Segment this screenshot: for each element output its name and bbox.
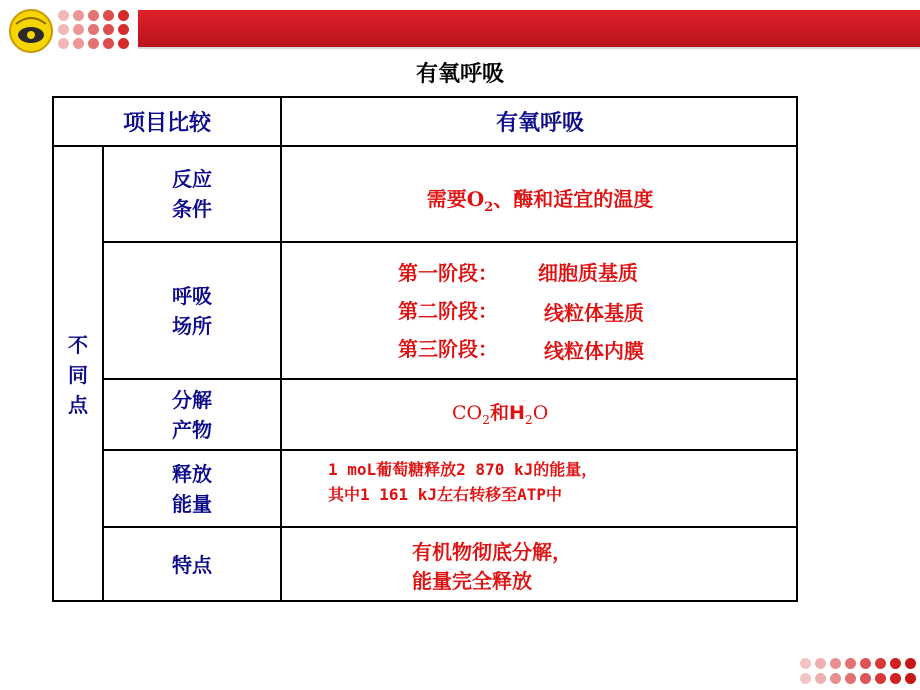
comparison-table <box>52 96 798 602</box>
institution-logo-icon <box>8 8 54 54</box>
header-aerobic: 有氧呼吸 <box>495 111 584 136</box>
row-label-line: 条件 <box>172 197 212 221</box>
stage-3-site: 线粒体内膜 <box>544 339 644 363</box>
stage-1-site: 细胞质基质 <box>538 261 638 285</box>
row-value-features <box>282 528 798 602</box>
row-value-sites <box>282 243 798 378</box>
header-banner <box>138 10 920 47</box>
row-label-line: 场所 <box>172 313 212 338</box>
dot-decoration-bottom <box>800 658 920 690</box>
row-label-line: 分解 <box>172 387 212 412</box>
row-label-line: 反应 <box>172 167 212 191</box>
features-line-1: 有机物彻底分解， <box>412 540 572 564</box>
conditions-text: 需要$O_2$、酶和适宜的温度 <box>426 187 654 215</box>
row-label-features: 特点 <box>172 553 212 577</box>
row-label-products <box>104 380 280 449</box>
slide-title: 有氧呼吸 <box>415 62 504 87</box>
row-label-line: 能量 <box>172 491 212 516</box>
row-value-products <box>282 380 798 449</box>
row-label-line: 呼吸 <box>172 283 212 308</box>
row-label-conditions <box>104 147 280 241</box>
dot-decoration-top <box>58 10 130 50</box>
row-label-line: 释放 <box>172 461 212 486</box>
products-text: $CO_2$和$H_2O$ <box>452 402 549 427</box>
row-value-conditions <box>282 147 798 241</box>
stage-2-label: 第二阶段： <box>398 299 498 323</box>
banner-underline <box>138 47 920 49</box>
row-label-line: 产物 <box>172 417 212 442</box>
features-line-2: 能量完全释放 <box>412 569 532 593</box>
row-label-sites <box>104 243 280 378</box>
row-label-energy <box>104 451 280 526</box>
stage-3-label: 第三阶段： <box>398 337 498 361</box>
stage-2-site: 线粒体基质 <box>544 301 644 325</box>
energy-line-1: 1 moL葡萄糖释放2 870 kJ的能量， <box>328 460 598 479</box>
stage-1-label: 第一阶段： <box>398 261 498 285</box>
group-label: 不同点 <box>68 332 88 417</box>
header-item-compare: 项目比较 <box>122 111 211 136</box>
energy-line-2: 其中1 161 kJ左右转移至ATP中 <box>328 485 562 504</box>
row-value-energy <box>282 451 798 526</box>
group-label-cell <box>54 147 102 602</box>
